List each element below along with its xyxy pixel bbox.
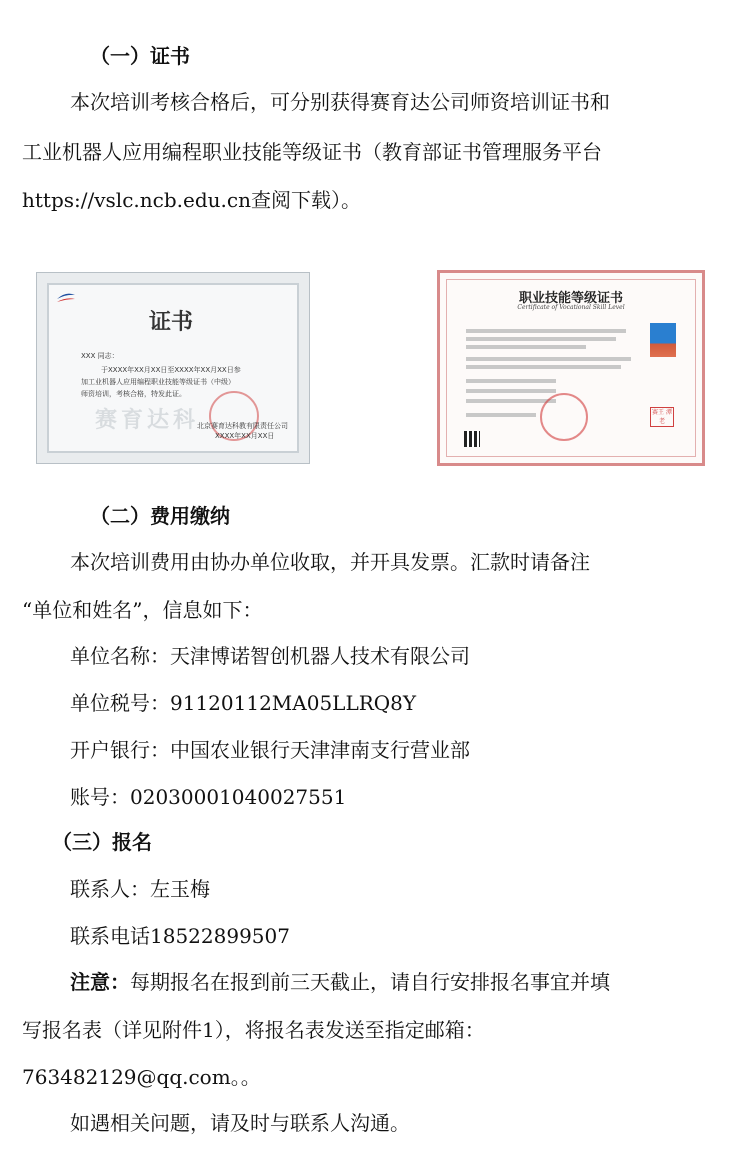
skill-certificate-title: 职业技能等级证书 <box>518 291 623 306</box>
closing-line: 如遇相关问题，请及时与联系人沟通。 <box>70 1111 410 1135</box>
note-line <box>70 969 610 995</box>
text-line-placeholder <box>466 357 631 361</box>
certificate-body-line: 加工业机器人应用编程职业技能等级证书（中级） <box>81 378 235 386</box>
paragraph-line: 本次培训考核合格后，可分别获得赛育达公司师资培训证书和 <box>70 90 610 114</box>
certificate-seal <box>540 393 588 441</box>
paragraph-line: “单位和姓名”，信息如下： <box>22 598 263 622</box>
signature-stamp: 赛王 潭老 <box>650 407 674 427</box>
paragraph-line: 本次培训费用由协办单位收取，并开具发票。汇款时请备注 <box>70 550 590 574</box>
text-line-placeholder <box>466 365 621 369</box>
text-line-placeholder <box>466 389 556 393</box>
section-heading-certificate: （一）证书 <box>90 44 190 68</box>
text-line-placeholder <box>466 379 556 383</box>
certificate-date: XXXX年XX月XX日 <box>215 432 275 440</box>
certificate-greeting: XXX 同志： <box>81 352 119 360</box>
info-item-company-name: 单位名称：天津博诺智创机器人技术有限公司 <box>70 644 470 668</box>
text-line-placeholder <box>466 345 586 349</box>
info-item-account: 账号：02030001040027551 <box>70 785 347 809</box>
note-line: 写报名表（详见附件1），将报名表发送至指定邮箱： <box>22 1018 485 1042</box>
note-text: 每期报名在报到前三天截止，请自行安排报名事宜并填 <box>130 970 610 994</box>
section-heading-payment: （二）费用缴纳 <box>90 504 230 528</box>
text-line-placeholder <box>466 337 616 341</box>
contact-person: 联系人：左玉梅 <box>70 877 210 901</box>
certificate-watermark: 赛育达科 <box>95 408 200 433</box>
note-label: 注意： <box>70 970 130 994</box>
certificate-title: 证书 <box>149 310 194 335</box>
skill-level-certificate-image <box>437 270 705 466</box>
certificate-body-line: 师资培训，考核合格，特发此证。 <box>81 390 186 398</box>
paragraph-line: 工业机器人应用编程职业技能等级证书（教育部证书管理服务平台 <box>22 140 602 164</box>
skill-certificate-subtitle: Certificate of Vocational Skill Level <box>517 304 625 311</box>
paragraph-line: https://vslc.ncb.edu.cn查阅下载）。 <box>22 188 361 212</box>
text-line-placeholder <box>466 413 536 417</box>
certificate-body-line: 于XXXX年XX月XX日至XXXX年XX月XX日参 <box>101 366 241 374</box>
holder-photo <box>650 323 676 357</box>
qr-code-icon <box>464 431 480 447</box>
contact-email[interactable]: 763482129@qq.com。。 <box>22 1065 261 1089</box>
text-line-placeholder <box>466 329 626 333</box>
section-heading-registration: （三）报名 <box>52 830 152 854</box>
training-certificate-image <box>36 272 310 464</box>
contact-phone: 联系电话18522899507 <box>70 924 290 948</box>
text-line-placeholder <box>466 399 556 403</box>
company-logo-icon <box>55 291 77 305</box>
info-item-bank: 开户银行：中国农业银行天津津南支行营业部 <box>70 738 470 762</box>
certificate-issuer: 北京赛育达科教有限责任公司 <box>197 422 288 430</box>
info-item-tax-id: 单位税号：91120112MA05LLRQ8Y <box>70 691 417 715</box>
